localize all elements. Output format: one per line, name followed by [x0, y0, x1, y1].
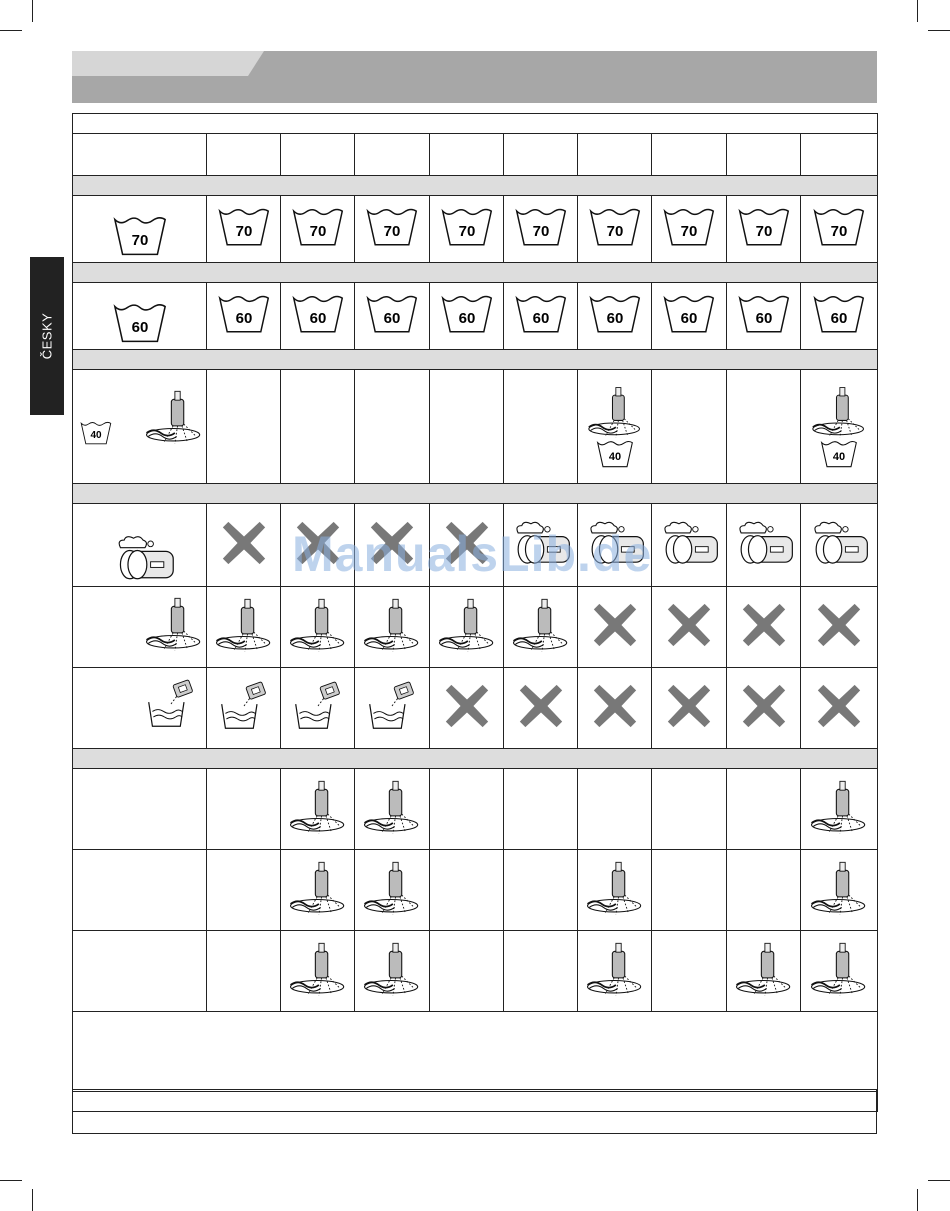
row-wash-60	[73, 283, 878, 350]
wash-70-icon	[439, 207, 495, 247]
steam-iron-icon	[287, 778, 349, 836]
steam-iron-icon	[809, 385, 869, 439]
not-allowed-x-icon	[592, 602, 638, 648]
wash-60-icon	[439, 294, 495, 334]
svg-text:70: 70	[458, 222, 475, 240]
wash-70-icon	[364, 207, 420, 247]
svg-text:60: 60	[131, 318, 148, 336]
bleach-icon	[290, 680, 346, 732]
row-bleach	[73, 668, 878, 749]
wash-60-icon	[216, 294, 272, 334]
row-wash-70	[73, 196, 878, 263]
svg-text:60: 60	[755, 309, 772, 327]
svg-text:70: 70	[131, 231, 148, 249]
svg-text:40: 40	[90, 430, 102, 441]
wash-60-icon	[661, 294, 717, 334]
svg-text:70: 70	[680, 222, 698, 240]
steam-iron-icon	[808, 859, 870, 917]
steam-iron-icon	[584, 859, 646, 917]
wash-70-icon	[111, 215, 169, 257]
steam-iron-icon	[436, 596, 498, 654]
svg-text:60: 60	[235, 309, 252, 327]
wash-60-icon	[513, 294, 569, 334]
table-notes-row	[73, 1012, 878, 1092]
bleach-icon	[143, 678, 199, 730]
wash-40-icon	[79, 420, 113, 446]
wash-70-icon	[661, 207, 717, 247]
bottom-table	[72, 1089, 877, 1134]
steam-iron-icon	[361, 940, 423, 998]
steam-iron-icon	[808, 778, 870, 836]
not-allowed-x-icon	[518, 683, 564, 729]
not-allowed-x-icon	[741, 683, 787, 729]
header-tab	[72, 51, 248, 76]
section-extra	[73, 749, 878, 769]
wash-40-icon	[819, 439, 859, 469]
tumble-dryer-icon	[657, 520, 721, 566]
svg-text:60: 60	[680, 309, 698, 327]
not-allowed-x-icon	[816, 683, 862, 729]
wash-40-icon	[595, 439, 635, 469]
wash-70-icon	[587, 207, 643, 247]
tumble-dryer-icon	[111, 534, 177, 582]
row-dryer	[73, 504, 878, 587]
language-tab[interactable]	[30, 257, 64, 415]
steam-iron-icon	[213, 596, 275, 654]
steam-iron-icon	[510, 596, 572, 654]
not-allowed-x-icon	[444, 520, 490, 566]
row-extra-3	[73, 931, 878, 1012]
not-allowed-x-icon	[592, 683, 638, 729]
row-extra-2	[73, 850, 878, 931]
not-allowed-x-icon	[816, 602, 862, 648]
table-title-row	[73, 114, 878, 134]
wash-60-icon	[290, 294, 346, 334]
section-40	[73, 350, 878, 370]
row-wash-40	[73, 370, 878, 484]
svg-text:70: 70	[532, 222, 549, 240]
wash-60-icon	[587, 294, 643, 334]
steam-iron-icon	[808, 940, 870, 998]
not-allowed-x-icon	[666, 683, 712, 729]
wash-70-icon	[513, 207, 569, 247]
not-allowed-x-icon	[741, 602, 787, 648]
tumble-dryer-icon	[732, 520, 796, 566]
wash-60-icon	[736, 294, 792, 334]
care-table	[72, 113, 878, 1112]
svg-text:60: 60	[830, 309, 848, 327]
tumble-dryer-icon	[807, 520, 871, 566]
svg-text:70: 70	[606, 222, 623, 240]
watermark: ManualsLib.de	[292, 526, 653, 582]
svg-text:60: 60	[309, 309, 326, 327]
wash-60-icon	[111, 302, 169, 344]
wash-70-icon	[736, 207, 792, 247]
steam-iron-icon	[361, 859, 423, 917]
bleach-icon	[216, 680, 272, 732]
table-header-row	[73, 134, 878, 176]
svg-text:70: 70	[309, 222, 326, 240]
not-allowed-x-icon	[666, 602, 712, 648]
bleach-icon	[364, 680, 420, 732]
tumble-dryer-icon	[583, 520, 647, 566]
bottom-row	[73, 1090, 877, 1112]
steam-iron-icon	[287, 940, 349, 998]
steam-iron-icon	[585, 385, 645, 439]
row-iron	[73, 587, 878, 668]
steam-iron-icon	[287, 596, 349, 654]
not-allowed-x-icon	[444, 683, 490, 729]
wash-60-icon	[811, 294, 867, 334]
wash-70-icon	[290, 207, 346, 247]
wash-70-icon	[811, 207, 867, 247]
svg-text:60: 60	[458, 309, 475, 327]
wash-60-icon	[364, 294, 420, 334]
not-allowed-x-icon	[295, 520, 341, 566]
svg-text:70: 70	[383, 222, 401, 240]
section-drying	[73, 484, 878, 504]
steam-iron-icon	[143, 388, 205, 446]
svg-text:70: 70	[755, 222, 772, 240]
steam-iron-icon	[361, 596, 423, 654]
svg-text:70: 70	[235, 222, 252, 240]
row-extra-1	[73, 769, 878, 850]
steam-iron-icon	[143, 595, 205, 653]
svg-text:40: 40	[608, 450, 621, 463]
steam-iron-icon	[733, 940, 795, 998]
bottom-row	[73, 1112, 877, 1134]
section-60	[73, 263, 878, 283]
svg-text:60: 60	[532, 309, 549, 327]
language-tab-label: ČESKY	[39, 312, 55, 360]
wash-70-icon	[216, 207, 272, 247]
section-70	[73, 176, 878, 196]
not-allowed-x-icon	[369, 520, 415, 566]
steam-iron-icon	[584, 940, 646, 998]
svg-text:40: 40	[832, 450, 846, 463]
tumble-dryer-icon	[509, 520, 573, 566]
svg-text:60: 60	[383, 309, 401, 327]
svg-text:70: 70	[830, 222, 848, 240]
steam-iron-icon	[361, 778, 423, 836]
svg-text:60: 60	[606, 309, 623, 327]
steam-iron-icon	[287, 859, 349, 917]
not-allowed-x-icon	[221, 520, 267, 566]
